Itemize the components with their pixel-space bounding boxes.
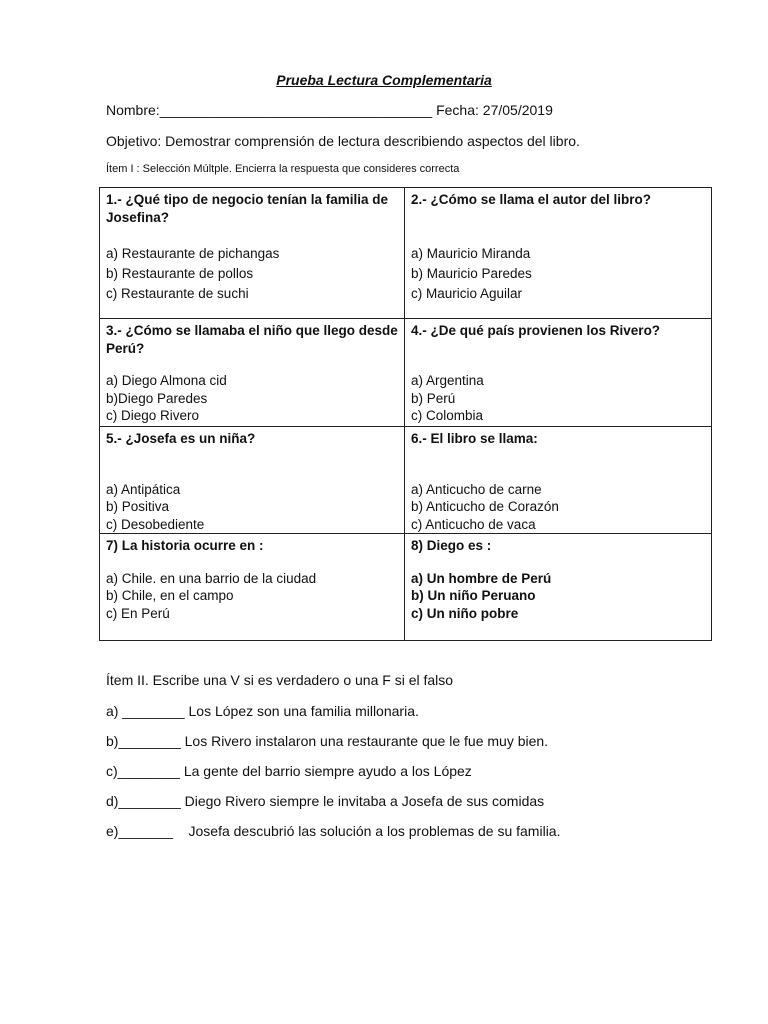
option-c: c) Desobediente (106, 516, 205, 532)
question-text: 8) Diego es : (411, 538, 492, 553)
date-label: Fecha: (436, 102, 479, 118)
option-a: a) Chile. en una barrio de la ciudad (106, 570, 317, 586)
question-text: 2.- ¿Cómo se llama el autor del libro? (411, 192, 652, 207)
option-b: b) Mauricio Paredes (411, 266, 532, 281)
item2-instruction: Ítem II. Escribe una V si es verdadero o una F si el falso (106, 672, 454, 688)
page-title: Prueba Lectura Complementaria (276, 72, 492, 88)
option-b: b)Diego Paredes (106, 390, 208, 406)
question-text: 4.- ¿De qué país provienen los Rivero? (411, 323, 661, 338)
tf-statement-c: c)________ La gente del barrio siempre ayudo a los López (106, 763, 472, 779)
option-a: a) Mauricio Miranda (411, 246, 531, 261)
name-label: Nombre: (106, 102, 160, 118)
table-row (100, 188, 712, 319)
question-text: 5.- ¿Josefa es un niña? (106, 431, 256, 446)
option-a: a) Argentina (411, 373, 484, 388)
option-c: c) Mauricio Aguilar (411, 286, 523, 301)
date-value: 27/05/2019 (482, 102, 553, 118)
tf-statement-b: b)________ Los Rivero instalaron una restaurante que le fue muy bien. (106, 733, 549, 749)
option-b: b) Un niño Peruano (411, 588, 536, 603)
option-a: a) Diego Almona cid (106, 373, 227, 388)
question-cell-6 (405, 427, 712, 534)
name-date-line (106, 102, 553, 118)
option-c: c) Anticucho de vaca (411, 516, 536, 532)
option-b: b) Chile, en el campo (106, 588, 234, 603)
option-a: a) Antipática (106, 481, 181, 497)
option-c: c) Un niño pobre (411, 605, 519, 621)
item1-instruction: Ítem I : Selección Múltple. Encierra la respuesta que consideres correcta (106, 163, 460, 175)
option-b: b) Restaurante de pollos (106, 266, 254, 281)
table-row (100, 319, 712, 427)
option-c: c) Colombia (411, 408, 484, 423)
question-cell-3 (100, 319, 405, 427)
question-cell-4 (405, 319, 712, 427)
option-c: c) Restaurante de suchi (106, 286, 249, 301)
objective-text: Demostrar comprensión de lectura describiendo aspectos del libro. (165, 133, 580, 149)
question-text: 7) La historia ocurre en : (106, 538, 264, 553)
table-row (100, 427, 712, 534)
question-cell-2 (405, 188, 712, 319)
name-blank: ___________________________________ (159, 102, 433, 118)
question-cell-7 (100, 534, 405, 641)
objective-label: Objetivo: (106, 133, 162, 149)
option-a: a) Anticucho de carne (411, 481, 542, 497)
option-c: c) Diego Rivero (106, 408, 200, 423)
tf-statement-d: d)________ Diego Rivero siempre le invitaba a Josefa de sus comidas (106, 793, 545, 809)
option-a: a) Un hombre de Perú (411, 570, 552, 586)
table-row (100, 534, 712, 641)
question-text: 1.- ¿Qué tipo de negocio tenían la familia de Josefina? (106, 192, 389, 225)
question-cell-1 (100, 188, 405, 319)
option-b: b) Positiva (106, 499, 170, 514)
question-cell-5 (100, 427, 405, 534)
question-text: 6.- El libro se llama: (411, 431, 538, 446)
objective-line (106, 133, 580, 149)
tf-statement-e: e)_______ Josefa descubrió las solución a los problemas de su familia. (106, 823, 561, 839)
option-c: c) En Perú (106, 605, 170, 621)
option-a: a) Restaurante de pichangas (106, 246, 280, 261)
questions-table (99, 187, 712, 641)
option-b: b) Anticucho de Corazón (411, 499, 559, 514)
option-b: b) Perú (411, 390, 456, 406)
tf-statement-a: a) ________ Los López son una familia millonaria. (106, 703, 419, 719)
question-cell-8 (405, 534, 712, 641)
question-text: 3.- ¿Cómo se llamaba el niño que llego desde Perú? (106, 323, 398, 356)
